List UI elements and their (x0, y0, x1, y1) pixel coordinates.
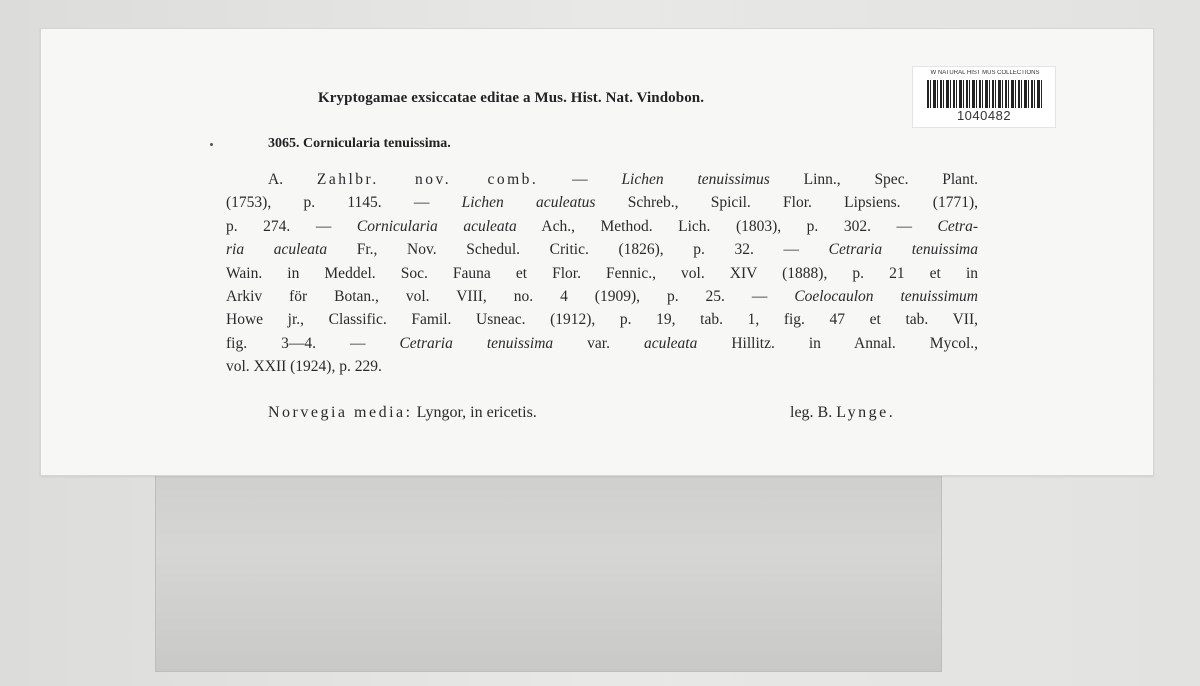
citation-text (226, 168, 978, 379)
specimen-packet (155, 470, 942, 672)
citation-segment: aculeata (643, 334, 698, 352)
citation-segment: Hillitz. in Annal. Mycol., (697, 334, 979, 352)
citation-line (226, 215, 978, 238)
barcode-institution: W NATURAL HIST MUS COLLECTIONS (930, 70, 1040, 76)
citation-line (226, 332, 978, 355)
citation-segment: fig. 3—4. — (226, 334, 400, 352)
citation-line (226, 308, 978, 331)
citation-segment: (1753), p. 1145. — (226, 194, 462, 212)
citation-segment: ria aculeata (226, 241, 328, 259)
citation-segment: Schreb., Spicil. Flor. Lipsiens. (1771), (595, 194, 979, 212)
citation-segment: Coelocaulon tenuissimum (794, 288, 978, 306)
citation-segment: Wain. in Meddel. Soc. Fauna et Flor. Fennic., vol. XIV (1888), p. 21 et in (226, 264, 978, 282)
citation-segment: Arkiv för Botan., vol. VIII, no. 4 (1909), p. 25. — (226, 288, 795, 306)
citation-segment: A. (268, 171, 317, 188)
citation-line (226, 262, 978, 285)
citation-segment: Cetraria tenuissima (399, 334, 554, 352)
citation-segment: Zahlbr. nov. comb. (316, 171, 539, 188)
species-title: 3065. Cornicularia tenuissima. (268, 136, 451, 151)
locality-place: Lyngor, in ericetis. (412, 404, 537, 421)
barcode-number: 1040482 (956, 108, 1012, 123)
citation-segment: Cornicularia aculeata (356, 217, 517, 235)
citation-segment: Cetra- (937, 217, 978, 235)
collector-name: Lynge. (836, 404, 896, 421)
barcode-icon (927, 80, 1043, 108)
citation-segment: p. 274. — (226, 217, 357, 235)
citation-segment: Linn., Spec. Plant. (769, 171, 978, 188)
citation-segment: Ach., Method. Lich. (1803), p. 302. — (516, 217, 938, 235)
citation-segment: Fr., Nov. Schedul. Critic. (1826), p. 32. — (327, 241, 829, 259)
collector-prefix: leg. B. (790, 404, 837, 421)
citation-line (226, 238, 978, 261)
citation-segment: Howe jr., Classific. Famil. Usneac. (1912), p. 19, tab. 1, fig. 47 et tab. VII, (226, 311, 978, 329)
citation-segment: Lichen aculeatus (461, 194, 596, 212)
citation-segment: Lichen tenuissimus (621, 171, 770, 188)
citation-line (226, 355, 978, 378)
citation-line (226, 168, 978, 191)
citation-segment: Cetraria tenuissima (828, 241, 979, 259)
barcode-label (912, 66, 1056, 128)
label-header: Kryptogamae exsiccatae editae a Mus. Hist. Nat. Vindobon. (318, 90, 705, 106)
ink-dot (210, 143, 213, 146)
collector (790, 404, 895, 422)
locality-region: Norvegia media: (268, 404, 413, 421)
citation-line (226, 285, 978, 308)
locality (268, 404, 537, 422)
citation-segment: var. (553, 334, 644, 352)
citation-line (226, 191, 978, 214)
citation-segment: vol. XXII (1924), p. 229. (226, 358, 382, 376)
citation-segment: — (538, 171, 622, 188)
